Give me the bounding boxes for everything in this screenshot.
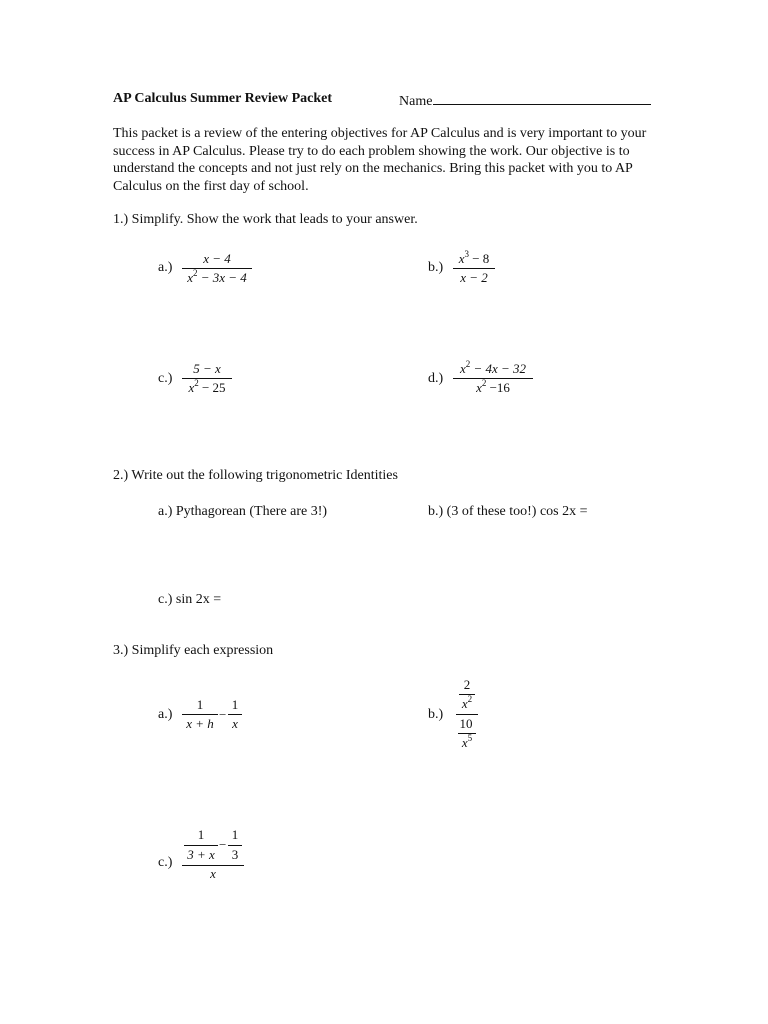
page-title: AP Calculus Summer Review Packet [113,91,333,106]
fraction-bar [182,378,232,379]
q3c-label: c.) [158,855,173,870]
q1d-label: d.) [428,371,444,386]
q1a-label: a.) [158,260,173,275]
name-field[interactable] [399,91,651,110]
q3b-top-numerator: 2 [463,677,471,692]
name-label: Name [399,94,433,109]
q1b-denominator: x − 2 [460,270,488,285]
q2a-text: a.) Pythagorean (There are 3!) [158,504,328,519]
q1d-numerator: $x^2 - 4x - 32$ [459,359,527,376]
q1c-denominator: $x^2 - 25$ [188,378,226,395]
q3b-bottom-numerator: 10 [459,716,473,731]
intro-paragraph: This packet is a review of the entering objectives for AP Calculus and is very important to your success in AP Calculus. Please try to do each problem showing the work. Our objective is to understand the concepts and not just rely on the mechanics. Bring this packet with you to AP Calculus on the first day of school. [113,126,647,194]
q1a-numerator: x − 4 [203,251,231,266]
q3a-minus: − [219,707,227,722]
fraction-bar [228,714,242,715]
main-fraction-bar [456,714,478,715]
q1b-label: b.) [428,260,444,275]
q3b-top-denominator: $x^2$ [461,694,473,711]
q3a-fraction-1 [182,697,218,732]
q1d-denominator: $x^2 -16$ [476,378,510,395]
q1a-fraction [182,251,252,286]
q3a-numerator-1: 1 [196,697,204,712]
q3a-denominator-2: x [232,716,238,731]
q3c-minus: − [219,837,227,852]
fraction-bar [184,845,218,846]
fraction-bar [182,714,218,715]
q3a-numerator-2: 1 [231,697,239,712]
q3c-denominator: x [210,866,216,881]
q3c-d1: 3 + x [187,847,215,862]
q3c-d2: 3 [231,847,239,862]
q3a-label: a.) [158,707,173,722]
fraction-bar [453,378,533,379]
question-1-prompt: 1.) Simplify. Show the work that leads to your answer. [113,212,418,227]
q1b-numerator: $x^3 - 8$ [458,249,490,266]
q3b-bottom-denominator: $x^5$ [461,733,473,750]
q3a-fraction-2 [228,697,242,732]
name-blank[interactable] [433,91,651,105]
question-3-prompt: 3.) Simplify each expression [113,643,274,658]
q1c-fraction [182,361,232,396]
q1a-denominator: $x^2 - 3x - 4$ [187,268,247,285]
q2b-text: b.) (3 of these too!) cos 2x = [428,504,588,519]
question-2-prompt: 2.) Write out the following trigonometric Identities [113,468,398,483]
q3b-label: b.) [428,707,444,722]
fraction-bar [228,845,242,846]
q1c-label: c.) [158,371,173,386]
q1c-numerator: 5 − x [193,361,221,376]
q3c-n1: 1 [197,827,205,842]
q3c-n2: 1 [231,827,239,842]
fraction-bar [453,268,495,269]
q1b-fraction [453,251,495,286]
q2c-text: c.) sin 2x = [158,592,222,607]
q3a-denominator-1: x + h [186,716,214,731]
q1d-fraction [453,361,533,396]
